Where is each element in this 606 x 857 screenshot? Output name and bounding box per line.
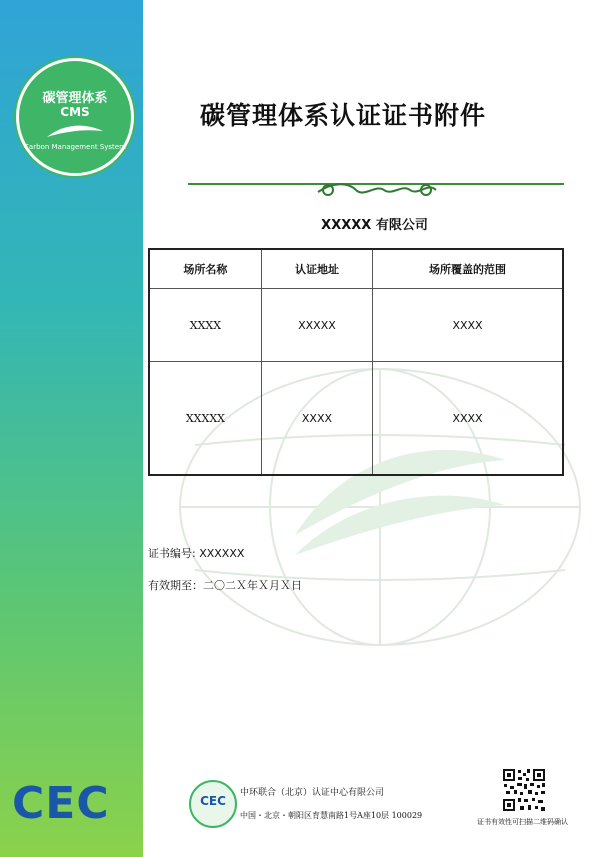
seal-leaf-icon — [45, 121, 105, 141]
header-address: 认证地址 — [261, 249, 372, 289]
cell-scope: XXXX — [373, 362, 563, 476]
footer-logo-text: CEC — [200, 794, 226, 808]
qr-code-icon[interactable] — [502, 768, 546, 812]
cell-address: XXXXX — [261, 289, 372, 362]
cec-sidebar-logo: CEC — [12, 778, 110, 829]
cell-site-name: XXXX — [149, 289, 261, 362]
table-row — [149, 289, 563, 362]
cell-scope: XXXX — [373, 289, 563, 362]
table-header-row — [149, 249, 563, 289]
company-name: XXXXX 有限公司 — [321, 218, 428, 233]
header-scope: 场所覆盖的范围 — [373, 249, 563, 289]
ornamental-divider-icon — [188, 170, 564, 202]
seal-english: Carbon Management System — [24, 143, 126, 151]
page-title: 碳管理体系认证证书附件 — [200, 101, 487, 130]
validity-date: 有效期至：二〇二Ｘ年Ｘ月Ｘ日 — [148, 579, 302, 592]
header-site-name: 场所名称 — [149, 249, 261, 289]
organization-address: 中国・北京・朝阳区育慧南路1号A座10层 100029 — [240, 811, 423, 820]
seal-abbr: CMS — [60, 105, 90, 119]
sites-table — [148, 248, 564, 476]
certificate-number: 证书编号: XXXXXX — [148, 547, 245, 560]
cell-site-name: XXXXX — [149, 362, 261, 476]
cms-seal-logo — [16, 58, 134, 176]
footer-cec-logo — [189, 780, 237, 828]
seal-title: 碳管理体系 — [42, 91, 108, 106]
table-row — [149, 362, 563, 476]
issuing-organization: 中环联合（北京）认证中心有限公司 — [240, 788, 385, 798]
cell-address: XXXX — [261, 362, 372, 476]
qr-verification-note: 证书有效性可扫描二维码确认 — [477, 818, 568, 826]
left-gradient-sidebar — [0, 0, 143, 857]
